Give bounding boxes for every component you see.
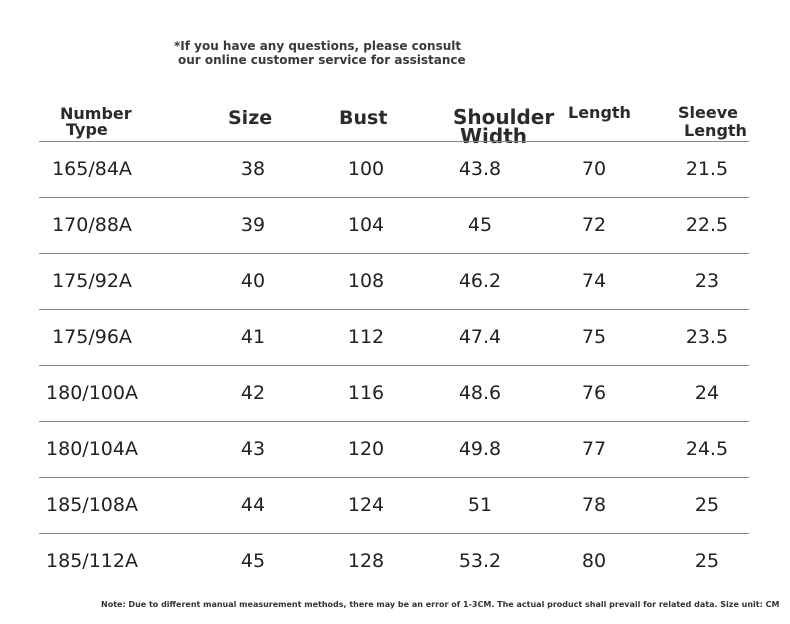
cell-sleeve-length: 23.5 bbox=[685, 326, 729, 348]
cell-shoulder-width: 43.8 bbox=[458, 158, 502, 180]
header-sleeve-length bbox=[678, 105, 747, 139]
header-shoulder-width-line-1: Shoulder bbox=[453, 105, 555, 129]
cell-bust: 124 bbox=[347, 494, 385, 516]
cell-number-type: 165/84A bbox=[52, 158, 132, 180]
cell-number-type: 185/112A bbox=[46, 550, 138, 572]
cell-number-type: 185/108A bbox=[46, 494, 138, 516]
header-size-label: Size bbox=[228, 107, 273, 129]
cell-length: 72 bbox=[581, 214, 607, 236]
table-row bbox=[39, 534, 749, 589]
cell-sleeve-length: 25 bbox=[694, 494, 720, 516]
cell-size: 39 bbox=[240, 214, 266, 236]
header-bust bbox=[339, 109, 387, 128]
cell-sleeve-length: 22.5 bbox=[685, 214, 729, 236]
header-number-type-line-1: Number bbox=[60, 104, 132, 123]
header-length bbox=[568, 105, 631, 121]
cell-bust: 116 bbox=[347, 382, 385, 404]
table-row bbox=[39, 254, 749, 310]
cell-shoulder-width: 45 bbox=[467, 214, 493, 236]
measurement-footnote: Note: Due to different manual measurement methods, there may be an error of 1-3CM. The actual product shall prevail for related data. Size unit: CM bbox=[101, 600, 780, 609]
cell-number-type: 175/92A bbox=[52, 270, 132, 292]
header-sleeve-length-line-1: Sleeve bbox=[678, 103, 738, 122]
header-sleeve-length-line-2: Length bbox=[684, 121, 747, 140]
cell-shoulder-width: 47.4 bbox=[458, 326, 502, 348]
table-row bbox=[39, 422, 749, 478]
cell-number-type: 180/104A bbox=[46, 438, 138, 460]
cell-number-type: 175/96A bbox=[52, 326, 132, 348]
table-row bbox=[39, 142, 749, 198]
notice-line-1: *If you have any questions, please consult bbox=[174, 39, 462, 53]
cell-length: 75 bbox=[581, 326, 607, 348]
header-number-type bbox=[60, 106, 132, 138]
cell-sleeve-length: 25 bbox=[694, 550, 720, 572]
cell-length: 70 bbox=[581, 158, 607, 180]
header-shoulder-width-line-2: Width bbox=[460, 124, 528, 148]
cell-length: 76 bbox=[581, 382, 607, 404]
cell-shoulder-width: 46.2 bbox=[458, 270, 502, 292]
cell-bust: 104 bbox=[347, 214, 385, 236]
size-table bbox=[39, 142, 749, 589]
notice-line-2: our online customer service for assistance bbox=[178, 53, 466, 67]
header-size bbox=[228, 109, 272, 128]
cell-number-type: 170/88A bbox=[52, 214, 132, 236]
cell-length: 77 bbox=[581, 438, 607, 460]
cell-size: 44 bbox=[240, 494, 266, 516]
header-length-label: Length bbox=[568, 103, 631, 122]
customer-service-notice bbox=[174, 39, 466, 67]
cell-bust: 128 bbox=[347, 550, 385, 572]
cell-length: 80 bbox=[581, 550, 607, 572]
cell-size: 40 bbox=[240, 270, 266, 292]
cell-bust: 108 bbox=[347, 270, 385, 292]
cell-length: 78 bbox=[581, 494, 607, 516]
cell-size: 42 bbox=[240, 382, 266, 404]
cell-size: 41 bbox=[240, 326, 266, 348]
cell-sleeve-length: 24.5 bbox=[685, 438, 729, 460]
cell-sleeve-length: 21.5 bbox=[685, 158, 729, 180]
cell-size: 43 bbox=[240, 438, 266, 460]
table-row bbox=[39, 198, 749, 254]
cell-bust: 120 bbox=[347, 438, 385, 460]
cell-bust: 112 bbox=[347, 326, 385, 348]
cell-number-type: 180/100A bbox=[46, 382, 138, 404]
table-row bbox=[39, 478, 749, 534]
header-number-type-line-2: Type bbox=[66, 120, 108, 139]
table-row bbox=[39, 310, 749, 366]
cell-length: 74 bbox=[581, 270, 607, 292]
cell-size: 45 bbox=[240, 550, 266, 572]
cell-shoulder-width: 51 bbox=[467, 494, 493, 516]
cell-sleeve-length: 24 bbox=[694, 382, 720, 404]
cell-sleeve-length: 23 bbox=[694, 270, 720, 292]
cell-shoulder-width: 48.6 bbox=[458, 382, 502, 404]
header-bust-label: Bust bbox=[339, 107, 388, 129]
cell-shoulder-width: 53.2 bbox=[458, 550, 502, 572]
cell-bust: 100 bbox=[347, 158, 385, 180]
cell-shoulder-width: 49.8 bbox=[458, 438, 502, 460]
table-row bbox=[39, 366, 749, 422]
cell-size: 38 bbox=[240, 158, 266, 180]
